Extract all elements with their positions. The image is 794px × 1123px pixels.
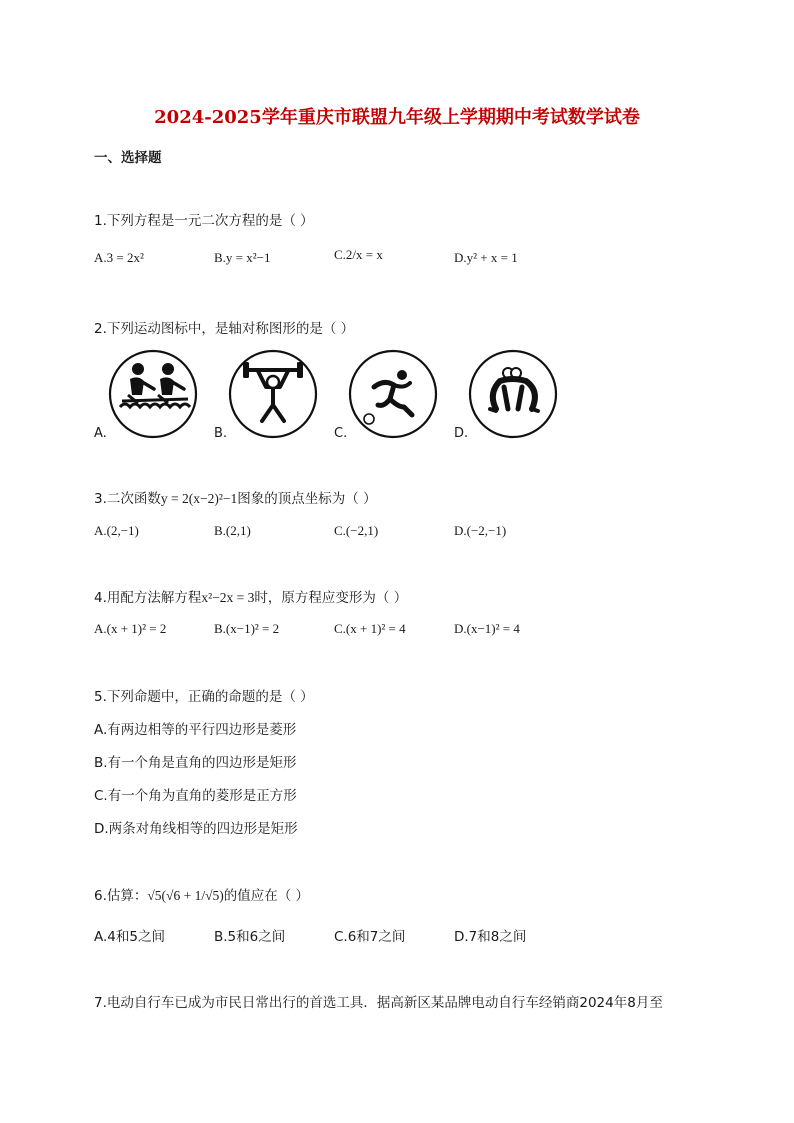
question-1-stem: 1.下列方程是一元二次方程的是（ ） (94, 213, 314, 229)
weightlifting-icon (228, 349, 318, 439)
question-1-option-b: B.y = x²−1 (214, 250, 271, 265)
question-2-option-d: D. (454, 426, 469, 441)
question-4-option-c: C.(x + 1)² = 4 (334, 621, 406, 636)
wrestling-icon (468, 349, 558, 439)
question-4-option-a: A.(x + 1)² = 2 (94, 621, 167, 636)
question-2-option-b: B. (214, 426, 228, 441)
question-7-stem: 7.电动自行车已成为市民日常出行的首选工具．据高新区某品牌电动自行车经销商2024年8月至 (94, 995, 663, 1011)
question-1-option-c: C.2/x = x (334, 247, 383, 262)
question-3-formula: y = 2(x−2)²−1 (160, 491, 238, 506)
question-5-option-d: D.两条对角线相等的四边形是矩形 (94, 821, 298, 837)
question-2-option-a: A. (94, 426, 107, 441)
question-6-option-a: A.4和5之间 (94, 929, 165, 945)
question-6-option-b: B.5和6之间 (214, 929, 286, 945)
question-6-formula: √5(√6 + 1/√5) (147, 888, 224, 903)
question-1-option-d: D.y² + x = 1 (454, 250, 518, 265)
section-heading: 一、选择题 (94, 150, 162, 166)
question-6-option-d: D.7和8之间 (454, 929, 527, 945)
question-3-option-c: C.(−2,1) (334, 523, 379, 538)
question-4-stem: 4.用配方法解方程x²−2x = 3时，原方程应变形为（ ） (94, 590, 408, 606)
question-4-option-d: D.(x−1)² = 4 (454, 621, 520, 636)
question-3-option-b: B.(2,1) (214, 523, 251, 538)
question-3-stem: 3.二次函数y = 2(x−2)²−1图象的顶点坐标为（ ） (94, 491, 377, 507)
question-6-stem: 6.估算：√5(√6 + 1/√5)的值应在（ ） (94, 888, 310, 904)
question-5-option-b: B.有一个角是直角的四边形是矩形 (94, 755, 297, 771)
rowing-icon (108, 349, 198, 439)
question-1-option-a: A.3 = 2x² (94, 250, 144, 265)
question-5-option-c: C.有一个角为直角的菱形是正方形 (94, 788, 297, 804)
question-2-stem: 2.下列运动图标中，是轴对称图形的是（ ） (94, 321, 355, 337)
question-6-option-c: C.6和7之间 (334, 929, 406, 945)
question-5-option-a: A.有两边相等的平行四边形是菱形 (94, 722, 297, 738)
soccer-icon (348, 349, 438, 439)
question-4-option-b: B.(x−1)² = 2 (214, 621, 280, 636)
question-3-option-a: A.(2,−1) (94, 523, 139, 538)
question-3-option-d: D.(−2,−1) (454, 523, 507, 538)
question-4-formula: x²−2x = 3 (201, 590, 255, 605)
question-5-stem: 5.下列命题中，正确的命题的是（ ） (94, 689, 314, 705)
question-2-option-c: C. (334, 426, 348, 441)
page-title: 2024-2025学年重庆市联盟九年级上学期期中考试数学试卷 (154, 107, 640, 128)
